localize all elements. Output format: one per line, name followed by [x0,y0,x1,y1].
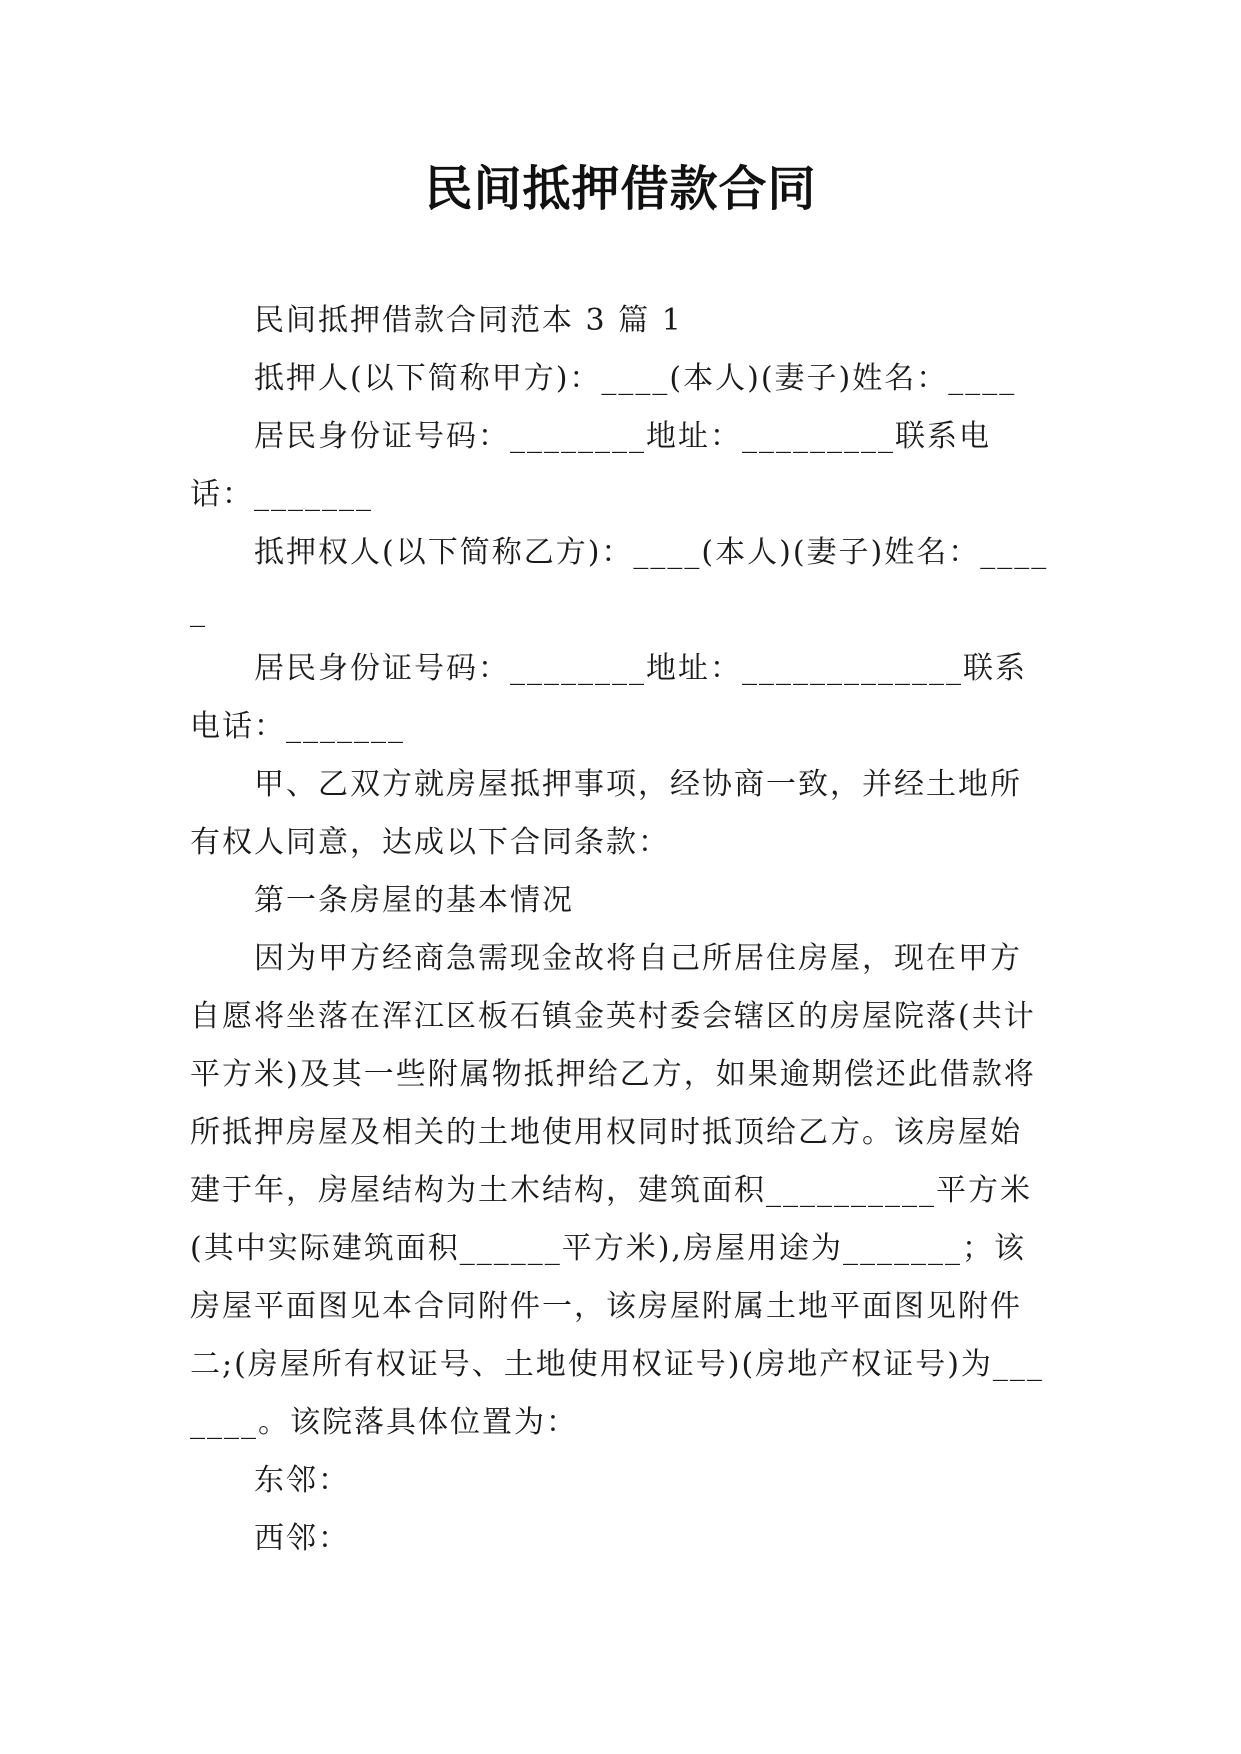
paragraph-mortgagor-id: 居民身份证号码：________地址：_________联系电话：_______ [190,419,991,512]
paragraph-mortgagor: 抵押人(以下简称甲方)：____(本人)(妻子)姓名：____ [254,361,1017,396]
paragraph-property-details: 因为甲方经商急需现金故将自己所居住房屋，现在甲方自愿将坐落在浑江区板石镇金英村委会辖区的房屋院落(共计平方米)及其一些附属物抵押给乙方，如果逾期偿还此借款将所抵押房屋及相关的土地使用权同时抵顶给乙方。该房屋始建于年，房屋结构为土木结构，建筑面积__________平方米(其中实际建筑面积______平方米),房屋用途为_______；该房屋平面图见本合同附件一，该房屋附属土地平面图见附件二;(房屋所有权证号、土地使用权证号)(房地产权证号)为_______。该院落具体位置为： [190,941,1044,1440]
paragraph-heading: 民间抵押借款合同范本 3 篇 1 [254,303,683,338]
document-title: 民间抵押借款合同 [424,161,817,217]
paragraph-mortgagee-id: 居民身份证号码：________地址：_____________联系电话：_______ [190,651,1027,744]
paragraph-east-neighbor: 东邻： [254,1463,350,1498]
paragraph-article-1: 第一条房屋的基本情况 [254,883,574,918]
paragraph-mortgagee: 抵押权人(以下简称乙方)：____(本人)(妻子)姓名：_____ [190,535,1049,628]
document-body [190,292,1052,1568]
paragraph-agreement: 甲、乙双方就房屋抵押事项，经协商一致，并经土地所有权人同意，达成以下合同条款： [190,767,1022,860]
paragraph-west-neighbor: 西邻： [254,1521,350,1556]
